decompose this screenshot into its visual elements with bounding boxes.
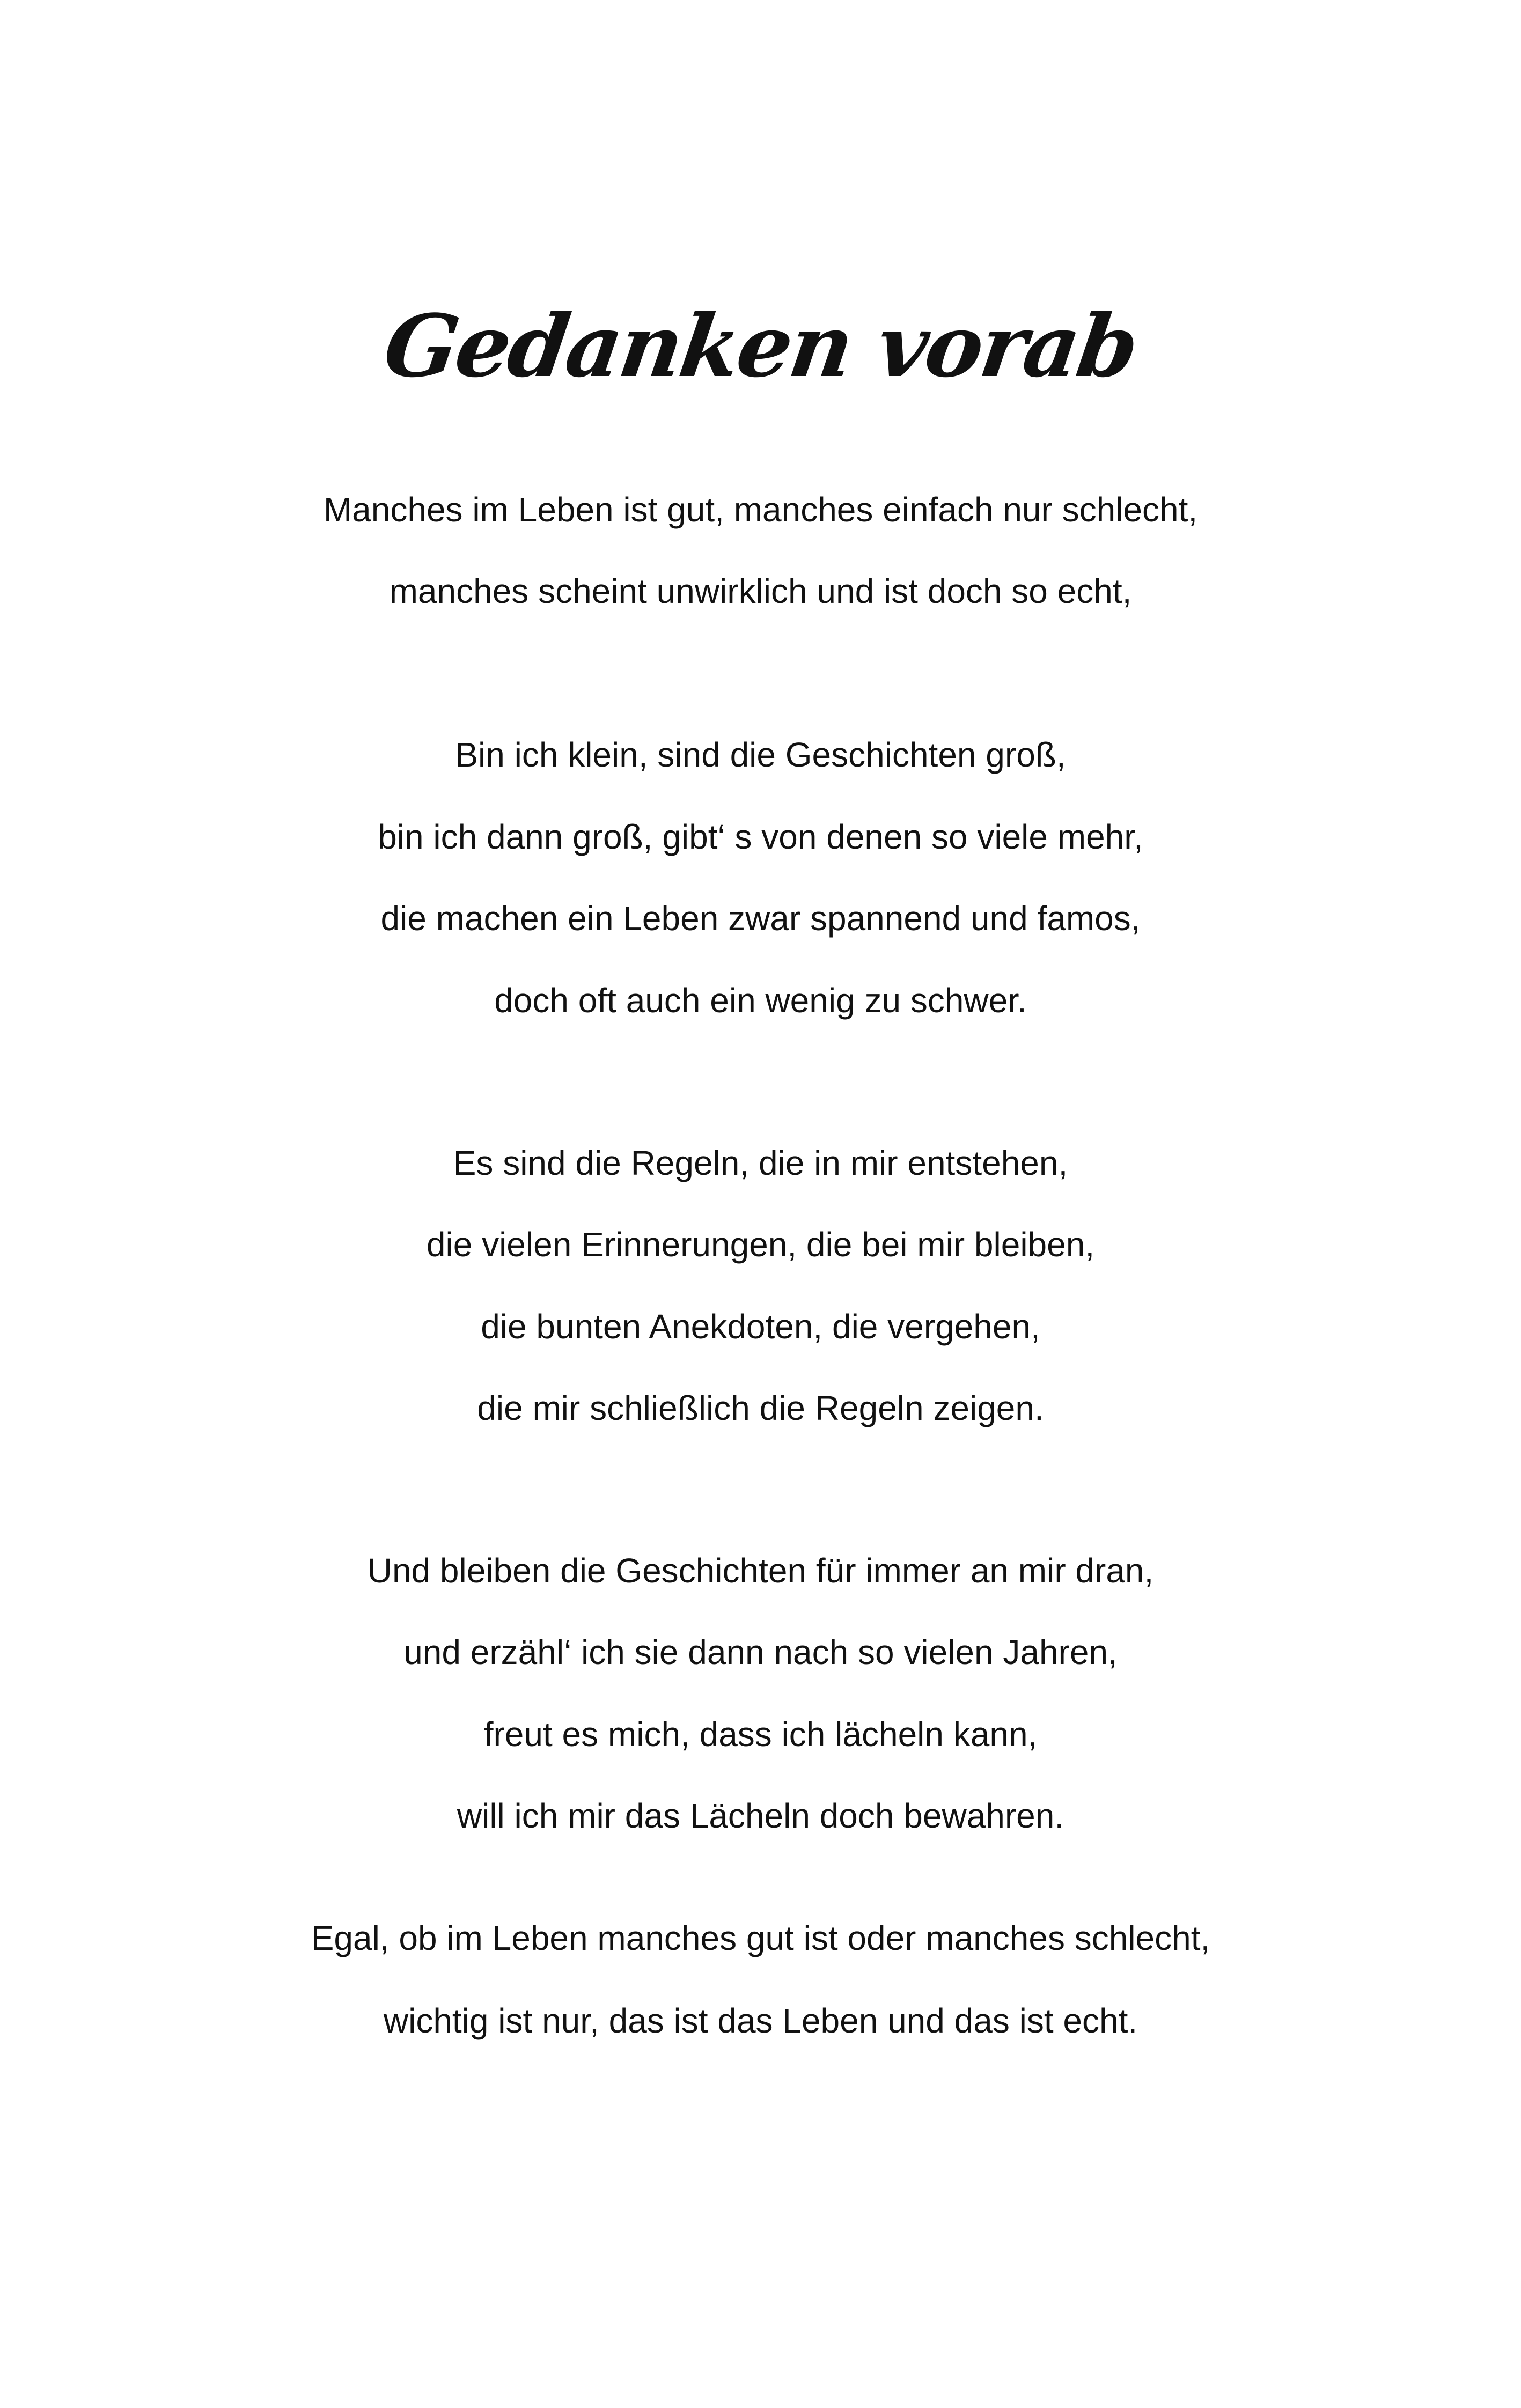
poem-line: will ich mir das Lächeln doch bewahren. <box>457 1796 1064 1835</box>
poem-line: die bunten Anekdoten, die vergehen, <box>481 1307 1040 1346</box>
poem-title: Gedanken vorab <box>378 296 1143 396</box>
poem-line: manches scheint unwirklich und ist doch so echt, <box>389 572 1132 610</box>
poem-line: und erzähl‘ ich sie dann nach so vielen Jahren, <box>403 1633 1118 1671</box>
poem-line: doch oft auch ein wenig zu schwer. <box>494 981 1027 1020</box>
poem-line: die vielen Erinnerungen, die bei mir bleiben, <box>426 1225 1095 1264</box>
poem-line: wichtig ist nur, das ist das Leben und das ist echt. <box>383 2001 1138 2040</box>
poem-line: Egal, ob im Leben manches gut ist oder manches schlecht, <box>311 1919 1210 1957</box>
poem-line: Es sind die Regeln, die in mir entstehen, <box>453 1144 1068 1182</box>
poem-line: Manches im Leben ist gut, manches einfach nur schlecht, <box>323 490 1198 529</box>
poem-line: Und bleiben die Geschichten für immer an mir dran, <box>367 1551 1154 1590</box>
poem-line: die mir schließlich die Regeln zeigen. <box>477 1389 1044 1427</box>
poem-line: Bin ich klein, sind die Geschichten groß, <box>455 735 1066 774</box>
poem-line: freut es mich, dass ich lächeln kann, <box>483 1715 1038 1754</box>
poem-line: die machen ein Leben zwar spannend und famos, <box>380 899 1141 938</box>
poem-line: bin ich dann groß, gibt‘ s von denen so viele mehr, <box>378 818 1143 856</box>
